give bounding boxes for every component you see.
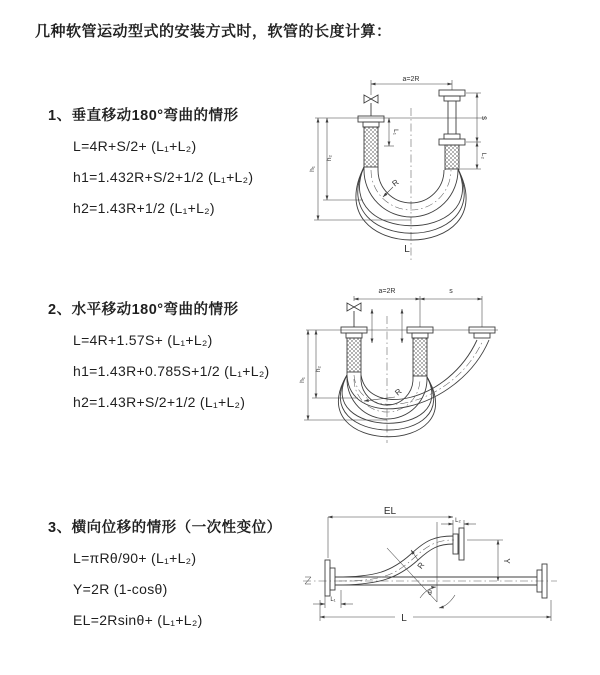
section-vertical-move (48, 104, 253, 224)
left-pipe-assembly (358, 116, 384, 167)
dim-label-h1: h₁ (309, 166, 316, 172)
diagram-horizontal-180-svg (298, 283, 598, 448)
diagram-lateral-displacement (295, 500, 600, 648)
dim-label-h1: h₁ (299, 377, 306, 383)
dim-label-h2: h₂ (326, 154, 333, 162)
dim-label-a2r: a=2R (402, 76, 420, 83)
diagram-vertical-180-bend (305, 68, 595, 265)
right-pipe-assembly (469, 327, 495, 338)
section-horizontal-move (48, 298, 270, 418)
dim-label-l2: L₂ (455, 518, 461, 524)
formula-el: EL=2Rsinθ+ (L₁+L₂) (73, 612, 203, 628)
s-curve-hose (336, 536, 454, 585)
dimension-lines (313, 517, 551, 621)
section-heading: 2、水平移动180°弯曲的情形 (48, 302, 239, 318)
section-heading: 3、横向位移的情形（一次性变位） (48, 520, 282, 536)
radius-label: R (415, 560, 427, 571)
radius-label: R (390, 177, 401, 189)
diagram-horizontal-180-bend (298, 283, 598, 448)
centerline-break-mark (305, 577, 311, 584)
radius-label: R (393, 386, 404, 398)
diagram-lateral-svg (295, 500, 600, 648)
middle-pipe-assembly (407, 327, 433, 376)
dim-label-l2: L₂ (480, 152, 487, 160)
length-label: L (404, 244, 410, 255)
page-title: 几种软管运动型式的安装方式时，软管的长度计算： (35, 23, 392, 40)
section-lateral-displacement (48, 516, 282, 636)
valve-icon (364, 95, 378, 116)
dimension-lines (304, 296, 482, 420)
left-flange (325, 560, 335, 596)
right-pipe-assembly (439, 90, 465, 169)
length-label: L (401, 613, 407, 624)
formula-y: Y=2R (1-cosθ) (73, 581, 168, 597)
formula-h1: h1=1.43R+0.785S+1/2 (L₁+L₂) (73, 363, 270, 379)
formula-h2: h2=1.43R+1/2 (L₁+L₂) (73, 200, 215, 216)
formula-length: L=4R+1.57S+ (L₁+L₂) (73, 332, 213, 348)
dim-label-s: s (449, 288, 453, 295)
dim-label-l1: L₁ (330, 597, 336, 603)
dim-label-s: S (480, 115, 487, 121)
section-heading: 1、垂直移动180°弯曲的情形 (48, 108, 239, 124)
formula-length: L=4R+S/2+ (L₁+L₂) (73, 138, 197, 154)
left-pipe-assembly (341, 327, 367, 372)
dim-label-a2r: a=2R (378, 288, 396, 295)
formula-length: L=πRθ/90+ (L₁+L₂) (73, 550, 197, 566)
upper-flange (453, 528, 464, 560)
dim-label-h2: h₂ (315, 365, 322, 373)
diagram-vertical-180-svg (305, 68, 595, 265)
angle-label-theta: θ (428, 590, 432, 597)
valve-icon (347, 303, 361, 327)
dim-label-l1: L₁ (392, 129, 399, 135)
dim-label-y: Y (502, 558, 511, 564)
dim-label-el: EL (383, 506, 397, 517)
formula-h2: h2=1.43R+S/2+1/2 (L₁+L₂) (73, 394, 246, 410)
formula-h1: h1=1.432R+S/2+1/2 (L₁+L₂) (73, 169, 254, 185)
